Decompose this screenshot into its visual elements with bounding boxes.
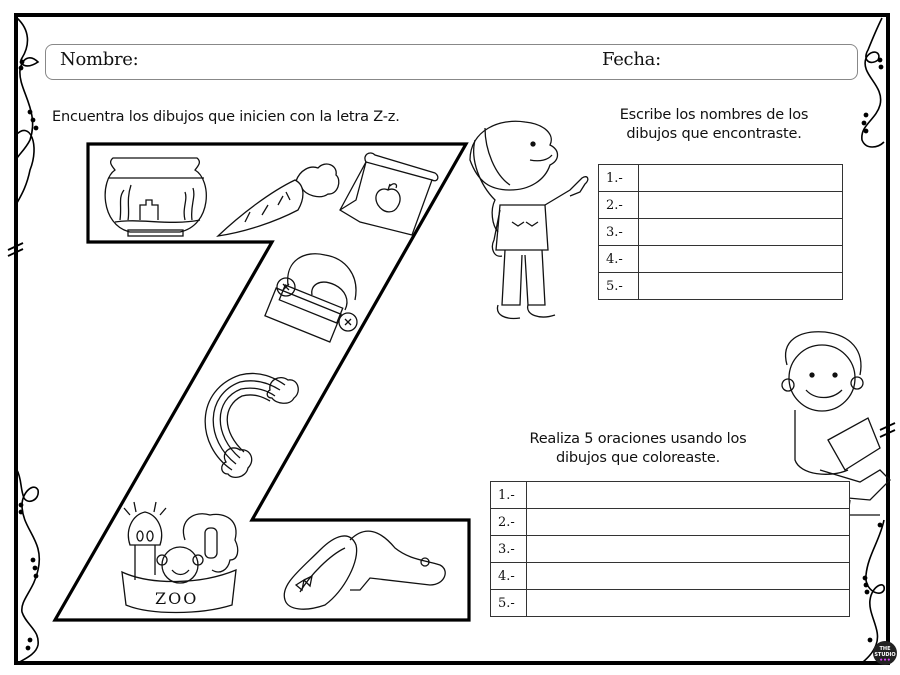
write-names-instruction-line1: Escribe los nombres de los — [619, 107, 809, 123]
names-answer-table — [598, 164, 843, 300]
table-row — [599, 246, 843, 273]
answer-field[interactable] — [527, 482, 850, 509]
write-sentences-instruction-line2: dibujos que coloreaste. — [556, 450, 720, 466]
answer-field[interactable] — [527, 563, 850, 590]
table-row — [599, 192, 843, 219]
write-sentences-instruction-line1: Realiza 5 oraciones usando los — [529, 431, 747, 447]
table-row — [599, 219, 843, 246]
table-row — [491, 590, 850, 617]
logo-line2: STUDIO — [874, 652, 896, 658]
answer-field[interactable] — [527, 590, 850, 617]
publisher-logo — [873, 641, 897, 665]
row-number: 2.- — [491, 509, 527, 536]
table-row — [599, 273, 843, 300]
row-number: 3.- — [599, 219, 639, 246]
row-number: 5.- — [491, 590, 527, 617]
sentences-answer-table — [490, 481, 850, 617]
answer-field[interactable] — [639, 273, 843, 300]
zoo-sign-text: ZOO — [155, 589, 199, 608]
answer-field[interactable] — [639, 165, 843, 192]
slash-marks-right — [880, 423, 895, 437]
vine-decoration-left-bottom — [17, 470, 39, 663]
row-number: 4.- — [491, 563, 527, 590]
write-sentences-instruction — [508, 430, 768, 468]
row-number: 5.- — [599, 273, 639, 300]
vine-decoration-left-top — [16, 18, 38, 205]
table-row — [491, 509, 850, 536]
write-names-instruction-line2: dibujos que encontraste. — [626, 126, 802, 142]
table-row — [491, 563, 850, 590]
slash-marks-left — [8, 243, 23, 256]
table-row — [491, 536, 850, 563]
logo-line1: THE — [879, 646, 891, 652]
logo-dots: ••• — [879, 657, 891, 664]
name-label: Nombre: — [60, 49, 139, 70]
answer-field[interactable] — [639, 192, 843, 219]
answer-field[interactable] — [527, 536, 850, 563]
answer-field[interactable] — [639, 219, 843, 246]
table-row — [491, 482, 850, 509]
answer-field[interactable] — [527, 509, 850, 536]
table-row — [599, 165, 843, 192]
row-number: 2.- — [599, 192, 639, 219]
row-number: 3.- — [491, 536, 527, 563]
row-number: 1.- — [599, 165, 639, 192]
row-number: 1.- — [491, 482, 527, 509]
vine-decoration-right-top — [862, 18, 884, 147]
answer-field[interactable] — [639, 246, 843, 273]
row-number: 4.- — [599, 246, 639, 273]
date-label: Fecha: — [602, 49, 661, 70]
write-names-instruction — [594, 106, 834, 144]
name-date-field[interactable] — [45, 44, 858, 80]
girl-pointing-illustration — [470, 121, 588, 318]
find-pictures-instruction: Encuentra los dibujos que inicien con la letra Z-z. — [52, 109, 400, 125]
